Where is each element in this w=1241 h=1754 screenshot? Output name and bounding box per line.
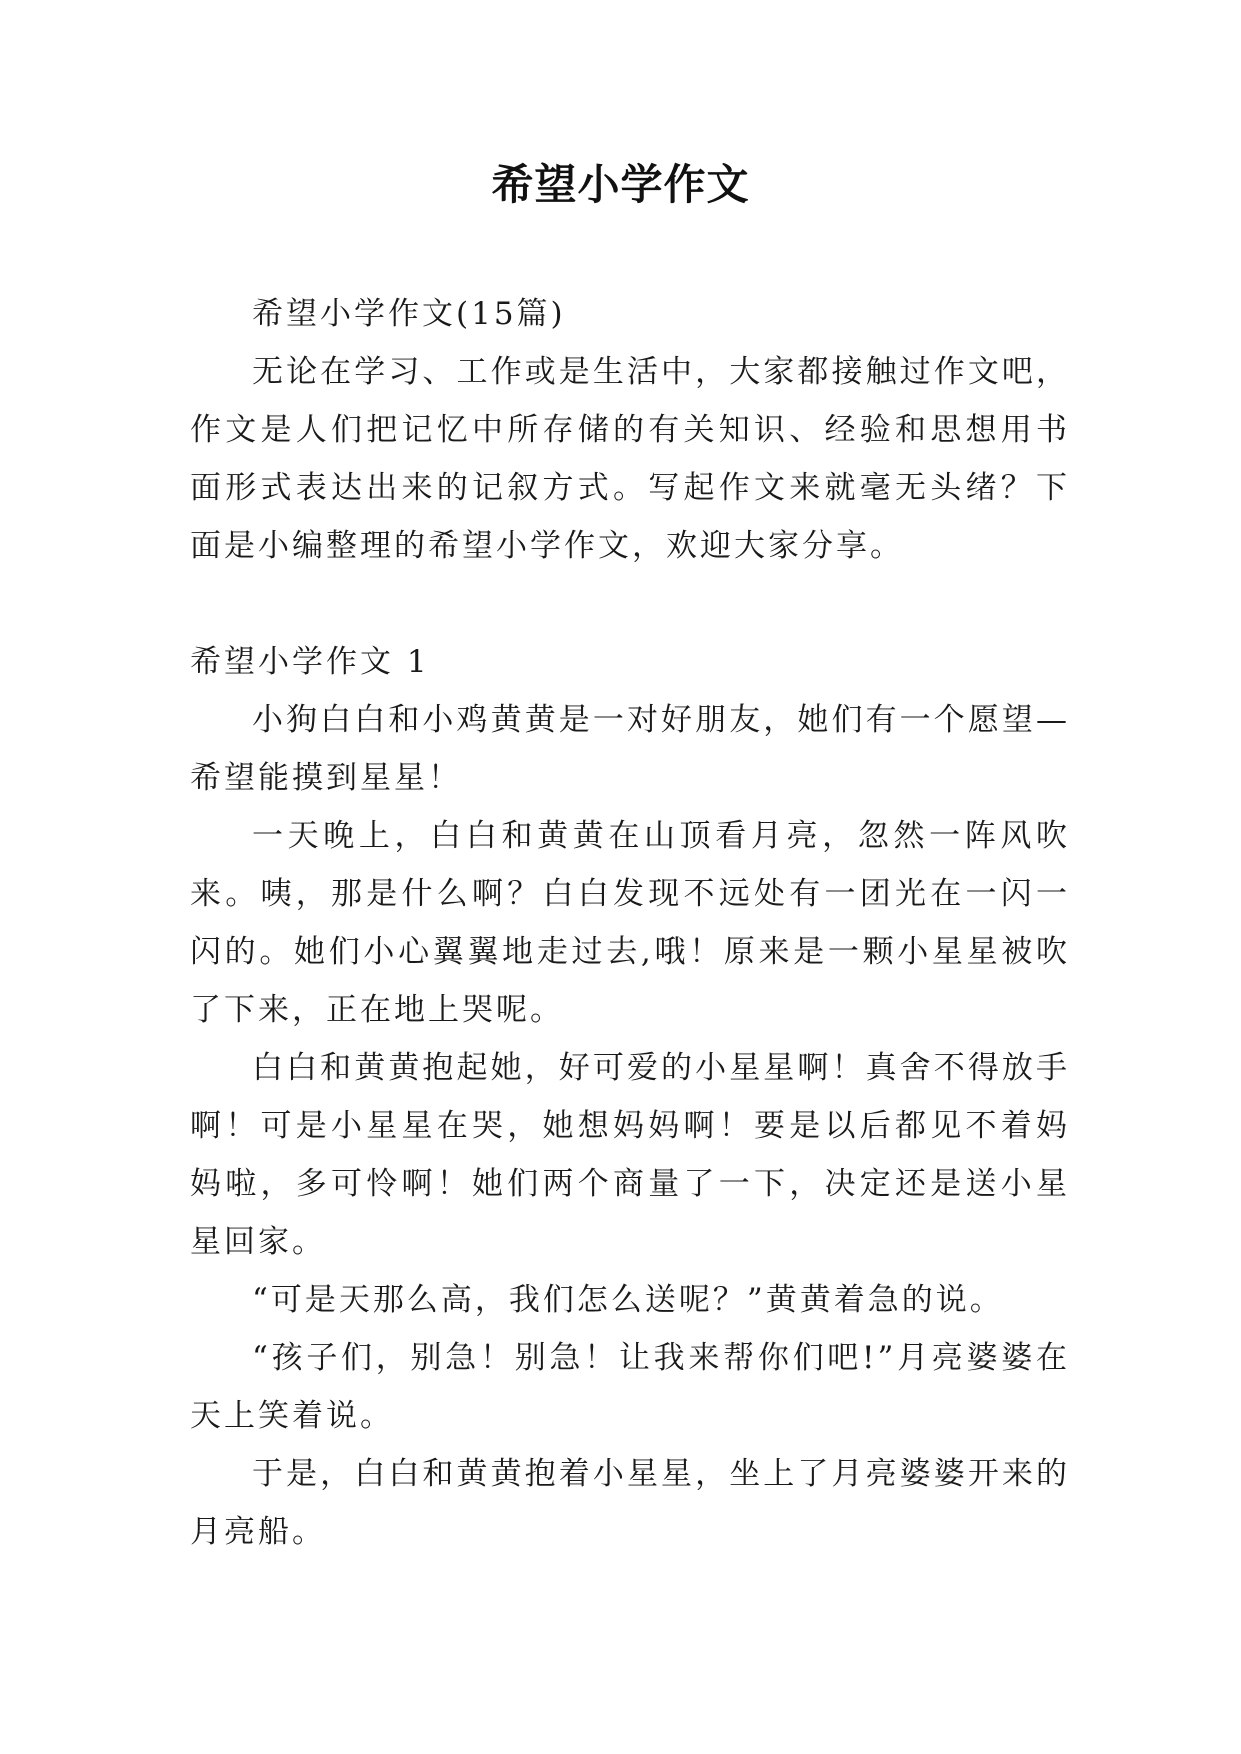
body-paragraph: 小狗白白和小鸡黄黄是一对好朋友，她们有一个愿望—希望能摸到星星！	[190, 702, 1070, 796]
document-body	[190, 285, 1070, 1561]
section-heading: 希望小学作文 1	[190, 644, 430, 680]
intro-paragraph: 无论在学习、工作或是生活中，大家都接触过作文吧，作文是人们把记忆中所存储的有关知识、经验和思想用书面形式表达出来的记叙方式。写起作文来就毫无头绪？下面是小编整理的希望小学作文，欢迎大家分享。	[190, 354, 1070, 564]
body-paragraph: “孩子们，别急！别急！让我来帮你们吧!”月亮婆婆在天上笑着说。	[190, 1340, 1070, 1434]
body-paragraph: 一天晚上，白白和黄黄在山顶看月亮，忽然一阵风吹来。咦，那是什么啊？白白发现不远处有一团光在一闪一闪的。她们小心翼翼地走过去,哦！原来是一颗小星星被吹了下来，正在地上哭呢。	[190, 818, 1070, 1028]
body-paragraph: “可是天那么高，我们怎么送呢？”黄黄着急的说。	[252, 1282, 1004, 1318]
body-paragraph: 白白和黄黄抱起她，好可爱的小星星啊！真舍不得放手啊！可是小星星在哭，她想妈妈啊！要是以后都见不着妈妈啦，多可怜啊！她们两个商量了一下，决定还是送小星星回家。	[190, 1050, 1070, 1260]
subtitle-paragraph: 希望小学作文(15篇)	[252, 296, 566, 332]
document-title: 希望小学作文	[491, 160, 750, 209]
body-paragraph: 于是，白白和黄黄抱着小星星，坐上了月亮婆婆开来的月亮船。	[190, 1456, 1070, 1550]
